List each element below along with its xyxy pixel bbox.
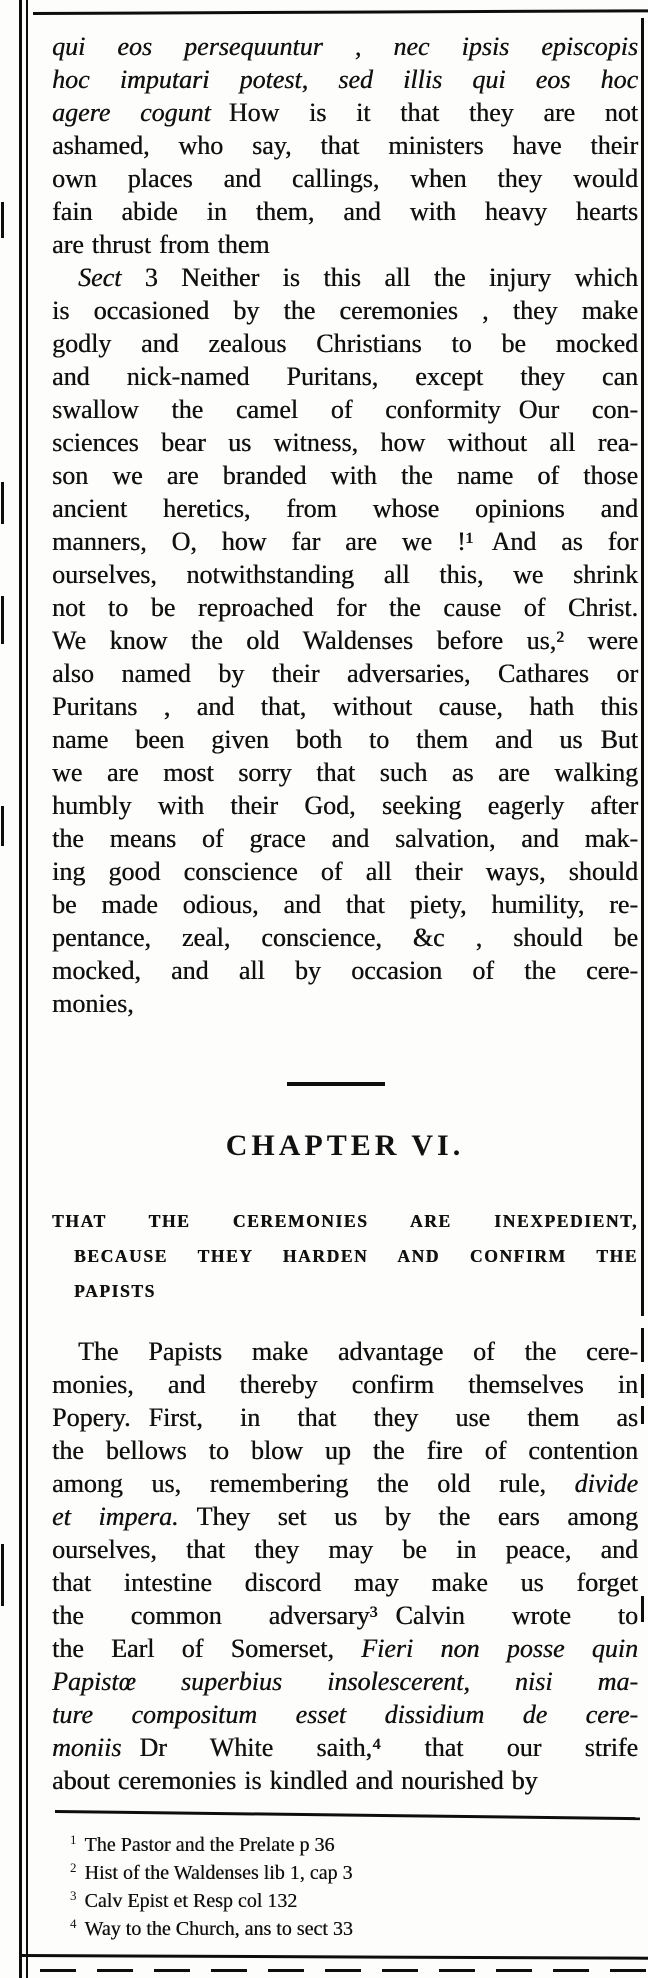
text-segment: Way to the Church, ans to sect 33 <box>84 1918 353 1940</box>
text-segment: ing good conscience of all their ways, should <box>52 857 638 886</box>
left-edge-speck <box>1 482 4 524</box>
text-line <box>52 327 638 360</box>
chapter-divider-rule <box>287 1082 385 1086</box>
text-segment: monies, and thereby confirm themselves in <box>52 1370 638 1399</box>
text-segment: We know the old Waldenses before us,² were <box>52 626 638 655</box>
text-segment: But <box>600 725 638 754</box>
text-segment: Calv Epist et Resp col 132 <box>84 1890 298 1912</box>
footnotes <box>70 1832 630 1944</box>
text-segment: son we are branded with the name of those <box>52 461 638 490</box>
text-line <box>52 1698 638 1731</box>
text-segment: 4 <box>70 1916 77 1931</box>
text-line <box>52 1239 638 1274</box>
text-segment: How is it that they are not <box>228 98 638 127</box>
text-segment: Popery. <box>52 1403 131 1432</box>
text-line <box>52 855 638 888</box>
text-segment: fain abide in them, and with heavy hearts <box>52 197 638 226</box>
text-line <box>52 1401 638 1434</box>
text-segment: humbly with their God, seeking eagerly after <box>52 791 638 820</box>
text-line <box>52 723 638 756</box>
text-line <box>52 657 638 690</box>
text-line <box>52 987 638 1020</box>
text-segment: BECAUSE THEY HARDEN AND CONFIRM THE <box>74 1246 638 1266</box>
text-column <box>52 30 638 1797</box>
text-segment: among us, remembering the old rule, <box>52 1469 575 1498</box>
left-edge-speck <box>1 202 4 238</box>
text-line <box>52 459 638 492</box>
text-segment: also named by their adversaries, Cathares or <box>52 659 638 688</box>
text-line <box>52 756 638 789</box>
text-line <box>52 558 638 591</box>
text-segment: manners, O, how far are we !¹ <box>52 527 474 556</box>
text-segment: hoc imputari potest, sed illis qui eos hoc <box>52 65 638 94</box>
text-line <box>52 1274 638 1309</box>
text-segment: the bellows to blow up the fire of contention <box>52 1436 638 1465</box>
text-segment: 2 <box>70 1860 77 1875</box>
text-segment: The Papists make advantage of the cere- <box>78 1337 638 1366</box>
text-line <box>52 393 638 426</box>
text-line <box>52 261 638 294</box>
text-line <box>70 1916 630 1944</box>
text-line <box>52 426 638 459</box>
text-segment: the means of grace and salvation, and mak- <box>52 824 638 853</box>
text-line <box>52 162 638 195</box>
text-segment: own places and callings, when they would <box>52 164 638 193</box>
text-line <box>52 1335 638 1368</box>
text-line <box>70 1860 630 1888</box>
text-segment: not to be reproached for the cause of Christ. <box>52 593 638 622</box>
text-segment: ancient heretics, from whose opinions and <box>52 494 638 523</box>
text-segment: pentance, zeal, conscience, &c , should be <box>52 923 638 952</box>
text-line <box>52 492 638 525</box>
text-line <box>52 954 638 987</box>
right-edge-rule-dash <box>641 1596 644 1622</box>
text-line <box>52 96 638 129</box>
text-segment: 3 <box>70 1888 77 1903</box>
text-line <box>52 1599 638 1632</box>
left-margin-rule-outer <box>19 0 22 1978</box>
text-line <box>52 525 638 558</box>
paragraph-latin-quote <box>52 30 638 261</box>
text-segment: are thrust from them <box>52 230 270 259</box>
text-segment: moniis <box>52 1733 122 1762</box>
text-line <box>52 1632 638 1665</box>
bottom-edge-rule <box>22 1954 648 1960</box>
text-line <box>52 360 638 393</box>
text-segment: PAPISTS <box>74 1281 156 1301</box>
text-segment: Hist of the Waldenses lib 1, cap 3 <box>84 1862 353 1884</box>
text-segment: 3 Neither is this all the injury which <box>121 263 638 292</box>
footnote-divider-rule <box>55 1810 640 1820</box>
text-line <box>52 1434 638 1467</box>
text-segment: ashamed, who say, that ministers have their <box>52 131 638 160</box>
text-segment: They set us by the ears among <box>196 1502 638 1531</box>
right-edge-rule <box>641 18 644 1316</box>
text-segment: qui eos persequuntur , nec ipsis episcopis <box>52 32 638 61</box>
right-edge-rule-dash <box>641 1374 644 1398</box>
text-segment: swallow the camel of conformity <box>52 395 501 424</box>
text-segment: Our con- <box>518 395 638 424</box>
text-line <box>70 1888 630 1916</box>
text-segment: mocked, and all by occasion of the cere- <box>52 956 638 985</box>
left-edge-speck <box>1 1544 4 1606</box>
text-line <box>52 1665 638 1698</box>
text-line <box>52 1500 638 1533</box>
chapter-subheading <box>52 1204 638 1309</box>
right-edge-rule-dash <box>641 1406 644 1424</box>
text-segment: Puritans , and that, without cause, hath this <box>52 692 638 721</box>
text-line <box>52 30 638 63</box>
text-segment: Sect <box>78 263 122 292</box>
paragraph-chapter-six-body <box>52 1335 638 1797</box>
text-segment: Papistœ superbius insolescerent, nisi ma- <box>52 1667 638 1696</box>
text-line <box>52 195 638 228</box>
text-segment: that intestine discord may make us forget <box>52 1568 638 1597</box>
text-segment: ture compositum esset dissidium de cere- <box>52 1700 638 1729</box>
text-segment: 1 <box>70 1832 77 1847</box>
text-line <box>52 690 638 723</box>
text-segment: the common adversary³ <box>52 1601 378 1630</box>
text-segment: name been given both to them and us <box>52 725 583 754</box>
text-segment: et impera. <box>52 1502 179 1531</box>
text-line <box>52 1204 638 1239</box>
text-segment: First, in that they use them as <box>148 1403 638 1432</box>
text-segment: monies, <box>52 989 134 1018</box>
text-segment: Fieri non posse quin <box>361 1634 638 1663</box>
text-line <box>52 1566 638 1599</box>
text-segment: the Earl of Somerset, <box>52 1634 362 1663</box>
text-line <box>52 1368 638 1401</box>
left-edge-speck <box>1 596 4 644</box>
text-segment: ourselves, notwithstanding all this, we shrink <box>52 560 638 589</box>
text-line <box>52 624 638 657</box>
text-line <box>52 1533 638 1566</box>
text-segment: agere cogunt <box>52 98 211 127</box>
text-line <box>52 1467 638 1500</box>
text-segment: and nick-named Puritans, except they can <box>52 362 638 391</box>
text-line <box>52 822 638 855</box>
text-segment: be made odious, and that piety, humility, re- <box>52 890 638 919</box>
right-edge-rule-dash <box>641 1328 644 1362</box>
text-segment: godly and zealous Christians to be mocked <box>52 329 638 358</box>
text-line <box>52 294 638 327</box>
chapter-title: CHAPTER VI. <box>225 1129 465 1162</box>
text-segment: we are most sorry that such as are walking <box>52 758 638 787</box>
text-line <box>52 228 638 261</box>
text-segment: Dr White saith,⁴ that our strife <box>139 1733 638 1762</box>
text-segment: sciences bear us witness, how without all rea- <box>52 428 638 457</box>
left-edge-speck <box>1 806 4 846</box>
paragraph-sect-3 <box>52 261 638 1020</box>
text-segment: Calvin wrote to <box>395 1601 638 1630</box>
text-line <box>52 921 638 954</box>
top-edge-rule <box>33 9 648 15</box>
text-line <box>52 888 638 921</box>
text-segment: is occasioned by the ceremonies , they make <box>52 296 638 325</box>
text-line <box>52 129 638 162</box>
text-segment: And as for <box>491 527 638 556</box>
text-line <box>52 63 638 96</box>
text-line <box>52 789 638 822</box>
text-line <box>52 1764 638 1797</box>
text-line <box>70 1832 630 1860</box>
text-segment: divide <box>574 1469 638 1498</box>
left-margin-rule-inner <box>26 0 28 1978</box>
text-segment: THAT THE CEREMONIES ARE INEXPEDIENT, <box>52 1211 638 1231</box>
bottom-edge-dashed-rule <box>40 1969 648 1972</box>
text-segment: ourselves, that they may be in peace, and <box>52 1535 638 1564</box>
text-segment: about ceremonies is kindled and nourished by <box>52 1766 538 1795</box>
text-line <box>52 591 638 624</box>
text-line <box>52 1731 638 1764</box>
text-segment: The Pastor and the Prelate p 36 <box>84 1834 335 1856</box>
